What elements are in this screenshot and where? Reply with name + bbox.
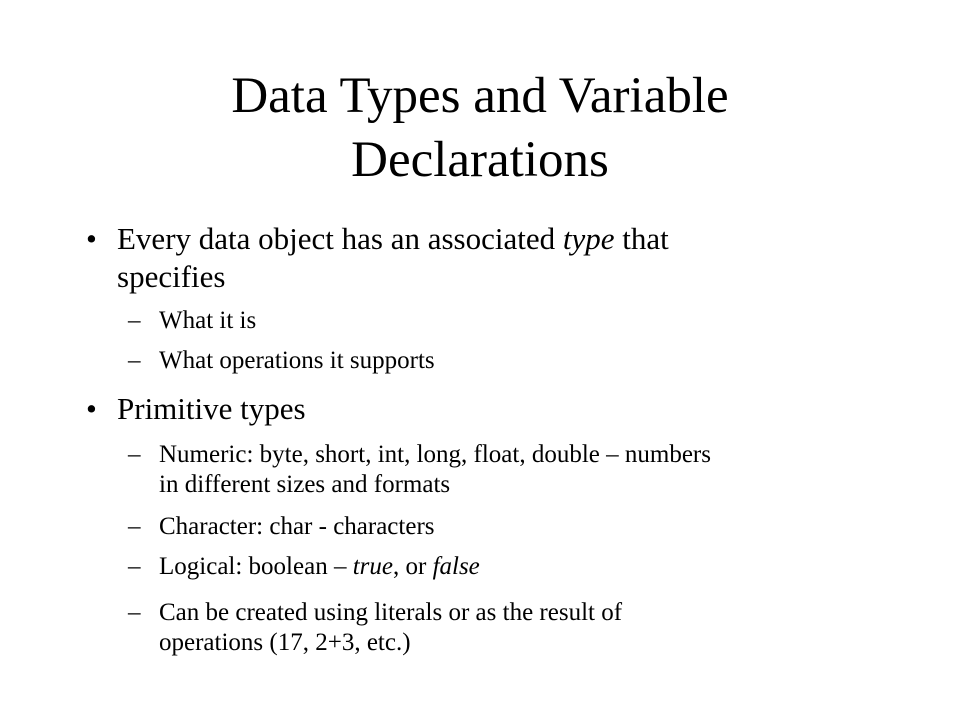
bullet-text: Every data object has an associated type that specifies: [117, 221, 669, 294]
bullet-marker: •: [86, 221, 97, 256]
sub-bullet-text: Logical: boolean – true, or false: [159, 553, 480, 580]
sub-bullet-text: What it is: [159, 307, 257, 334]
sub-bullet-text: What operations it supports: [159, 347, 435, 374]
sub-bullet-text: Can be created using literals or as the result of operations (17, 2+3, etc.): [159, 599, 623, 656]
bullet-text: Primitive types: [117, 391, 306, 426]
slide-title: [80, 64, 880, 192]
dash-marker: –: [128, 347, 141, 374]
dash-marker: –: [128, 513, 141, 540]
title-line-2: Declarations: [351, 132, 609, 188]
sub-bullet-text: Character: char - characters: [159, 513, 435, 540]
dash-marker: –: [128, 441, 141, 468]
sub-bullet-text: Numeric: byte, short, int, long, float, double – numbers in different sizes and formats: [159, 441, 711, 498]
dash-marker: –: [128, 553, 141, 580]
title-line-1: Data Types and Variable: [231, 68, 729, 124]
dash-marker: –: [128, 599, 141, 626]
bullet-marker: •: [86, 391, 97, 426]
dash-marker: –: [128, 307, 141, 334]
